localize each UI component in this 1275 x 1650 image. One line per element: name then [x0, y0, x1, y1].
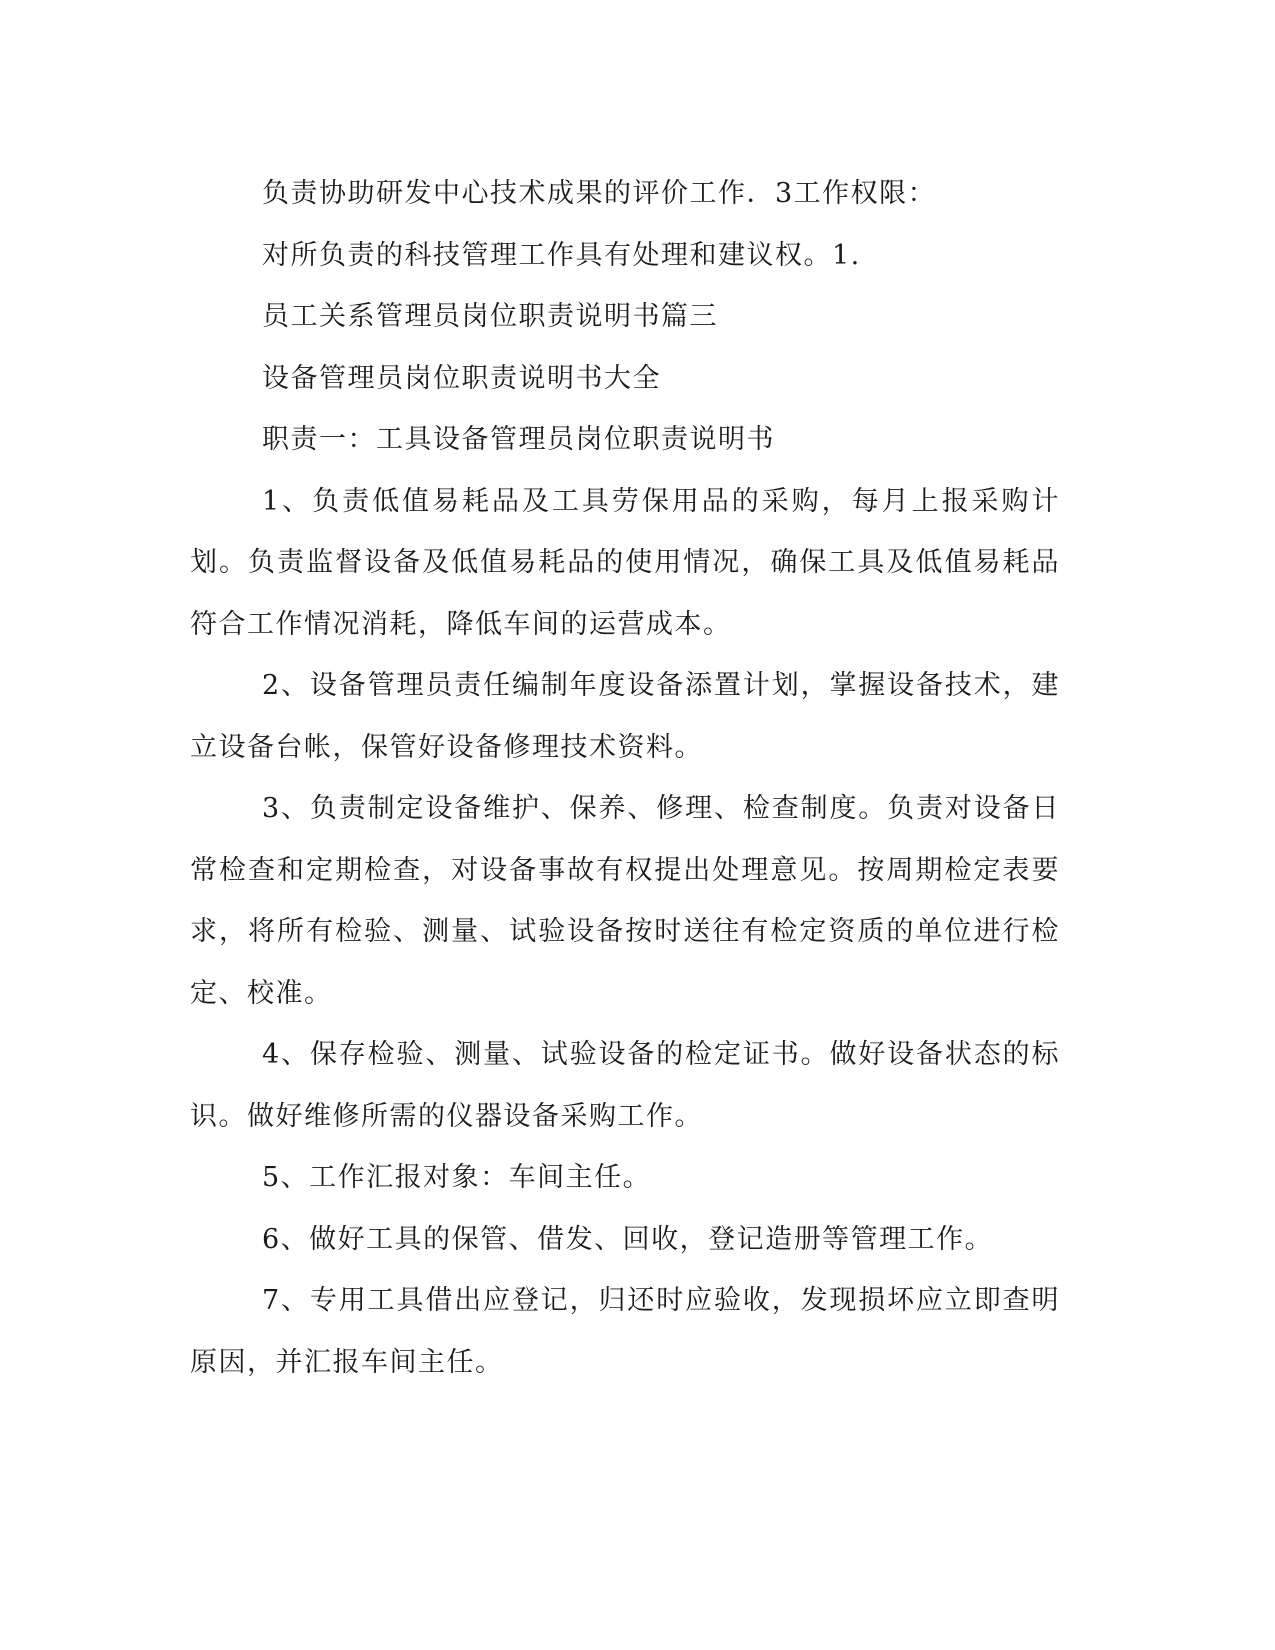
paragraph-authority: 对所负责的科技管理工作具有处理和建议权。1. — [262, 239, 861, 271]
paragraph-doc-title: 设备管理员岗位职责说明书大全 — [262, 362, 661, 394]
paragraph-item-3: 3、负责制定设备维护、保养、修理、检查制度。负责对设备日常检查和定期检查，对设备事故有权提出处理意见。按周期检定表要求，将所有检验、测量、试验设备按时送往有检定资质的单位进行检定、校准。 — [190, 793, 1060, 1009]
paragraph-item-2: 2、设备管理员责任编制年度设备添置计划，掌握设备技术，建立设备台帐，保管好设备修理技术资料。 — [190, 670, 1060, 763]
paragraph-item-5: 5、工作汇报对象：车间主任。 — [262, 1162, 652, 1193]
paragraph-item-4: 4、保存检验、测量、试验设备的检定证书。做好设备状态的标识。做好维修所需的仪器设备采购工作。 — [190, 1039, 1060, 1132]
paragraph-duty-heading: 职责一：工具设备管理员岗位职责说明书 — [262, 424, 775, 455]
paragraph-evaluation: 负责协助研发中心技术成果的评价工作．3工作权限： — [262, 178, 937, 209]
paragraph-item-1: 1、负责低值易耗品及工具劳保用品的采购，每月上报采购计划。负责监督设备及低值易耗品的使用情况，确保工具及低值易耗品符合工作情况消耗，降低车间的运营成本。 — [190, 485, 1060, 640]
paragraph-item-7: 7、专用工具借出应登记，归还时应验收，发现损坏应立即查明原因，并汇报车间主任。 — [190, 1285, 1060, 1378]
document-body — [190, 163, 1060, 1393]
paragraph-section-title: 员工关系管理员岗位职责说明书篇三 — [262, 301, 718, 332]
paragraph-item-6: 6、做好工具的保管、借发、回收，登记造册等管理工作。 — [262, 1223, 994, 1255]
